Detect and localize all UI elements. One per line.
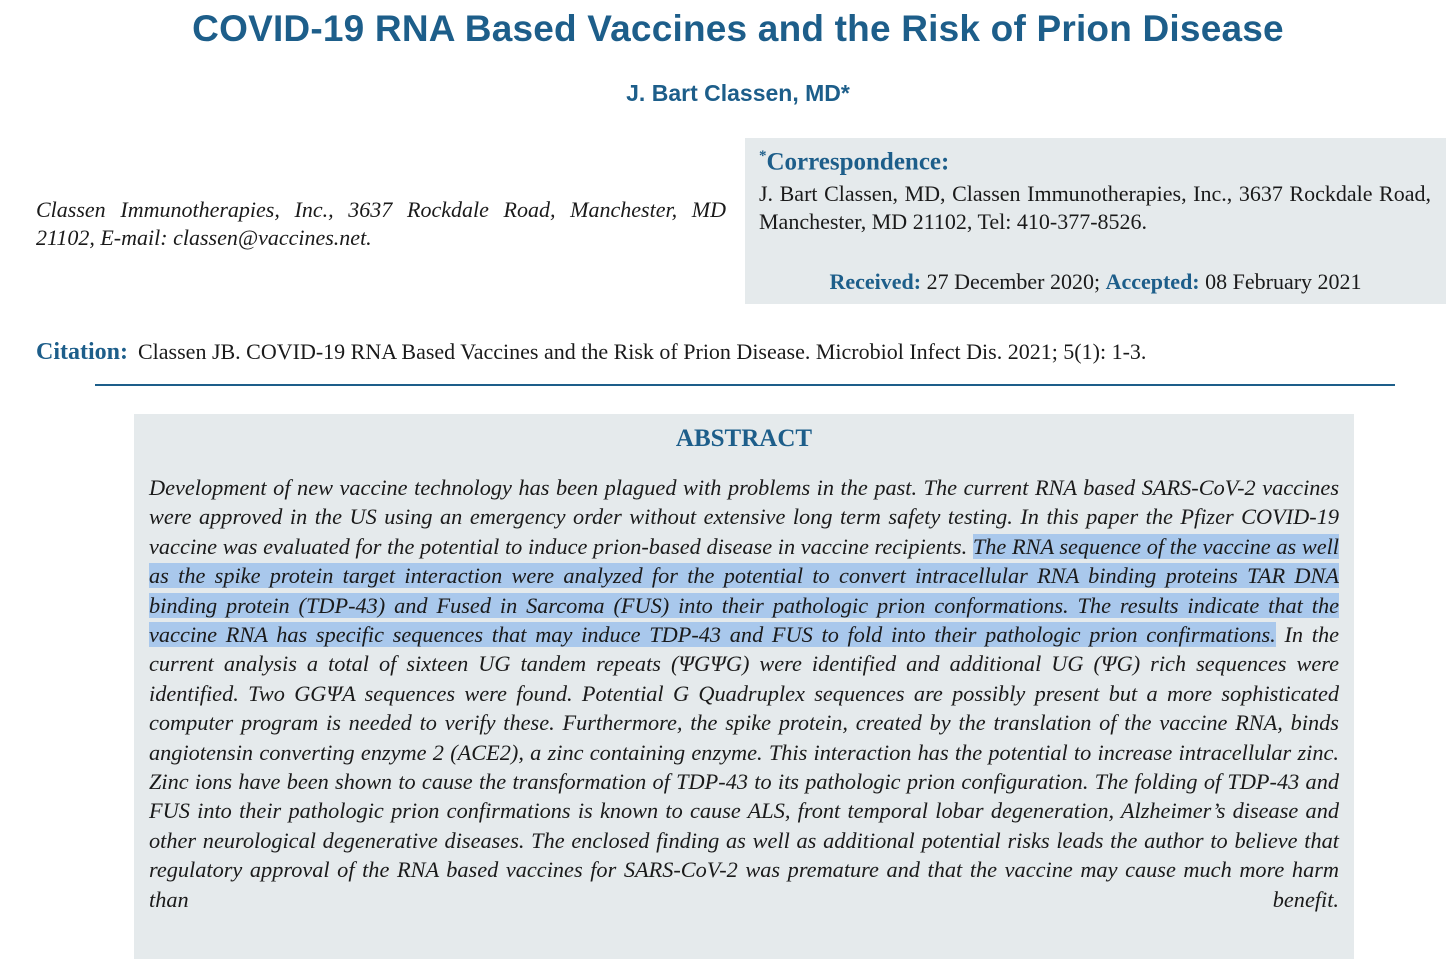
correspondence-heading <box>759 148 949 176</box>
citation-label: Citation: <box>36 339 128 365</box>
abstract-text-end[interactable]: In the current analysis a total of sixteen UG tandem repeats (ΨGΨG) were identified and additional UG (ΨG) rich sequences were identified. Two GGΨA sequences were found. Potential G Quadruplex sequences are possibly present but a more sophisticated computer program is needed to verify these. Furthermore, the spike protein, created by the translation of the vaccine RNA, binds angiotensin converting enzyme 2 (ACE2), a zinc containing enzyme. This interaction has the potential to increase intracellular zinc. Zinc ions have been shown to cause the transformation of TDP-43 to its pathologic prion configuration. The folding of TDP-43 and FUS into their pathologic prion confirmations is known to cause ALS, front temporal lobar degeneration, Alzheimer’s disease and other neurological degenerative diseases. The enclosed finding as well as additional potential risks leads the author to believe that regulatory approval of the RNA based vaccines for SARS-CoV-2 was premature and that the vaccine may cause much more harm than benefit. <box>149 622 1339 912</box>
accepted-date: 08 February 2021 <box>1205 269 1362 294</box>
received-label: Received: <box>829 269 922 294</box>
correspondence-marker: * <box>759 148 767 164</box>
correspondence-heading-text: Correspondence: <box>766 148 950 176</box>
abstract-text[interactable] <box>149 473 1339 914</box>
abstract-highlighted-selection[interactable]: The RNA sequence of the vaccine as well as the spike protein target interaction were analyzed for the potential to convert intracellular RNA binding proteins TAR DNA binding protein (TDP-43) and Fused in Sarcoma (FUS) into their pathologic prion conformations. The results indicate that the vaccine RNA has specific sequences that may induce TDP-43 and FUS to fold into their pathologic prion confirmations. <box>149 533 1339 648</box>
abstract-text-start[interactable]: Development of new vaccine technology has been plagued with problems in the past. The current RNA based SARS-CoV-2 vaccines were approved in the US using an emergency order without extensive long term safety testing. In this paper the Pfizer COVID-19 vaccine was evaluated for the potential to induce prion-based disease in vaccine recipients. <box>149 475 1339 559</box>
accepted-label: Accepted: <box>1105 269 1200 294</box>
correspondence-text: J. Bart Classen, MD, Classen Immunotherapies, Inc., 3637 Rockdale Road, Manchester, MD 21102, Tel: 410-377-8526. <box>759 181 1431 234</box>
author-name: J. Bart Classen, MD* <box>626 80 850 106</box>
citation <box>36 339 1446 366</box>
citation-text: Classen JB. COVID-19 RNA Based Vaccines and the Risk of Prion Disease. Microbiol Infect Dis. 2021; 5(1): 1-3. <box>138 339 1147 364</box>
paper-title: COVID-19 RNA Based Vaccines and the Risk of Prion Disease <box>192 8 1284 49</box>
received-date: 27 December 2020; <box>926 269 1101 294</box>
abstract-box <box>134 414 1354 959</box>
abstract-heading: ABSTRACT <box>675 425 813 452</box>
author-affiliation: Classen Immunotherapies, Inc., 3637 Rockdale Road, Manchester, MD 21102, E-mail: classen@vaccines.net. <box>36 197 726 250</box>
received-accepted-dates <box>745 269 1446 295</box>
correspondence-box <box>745 138 1446 304</box>
section-divider <box>95 384 1395 386</box>
